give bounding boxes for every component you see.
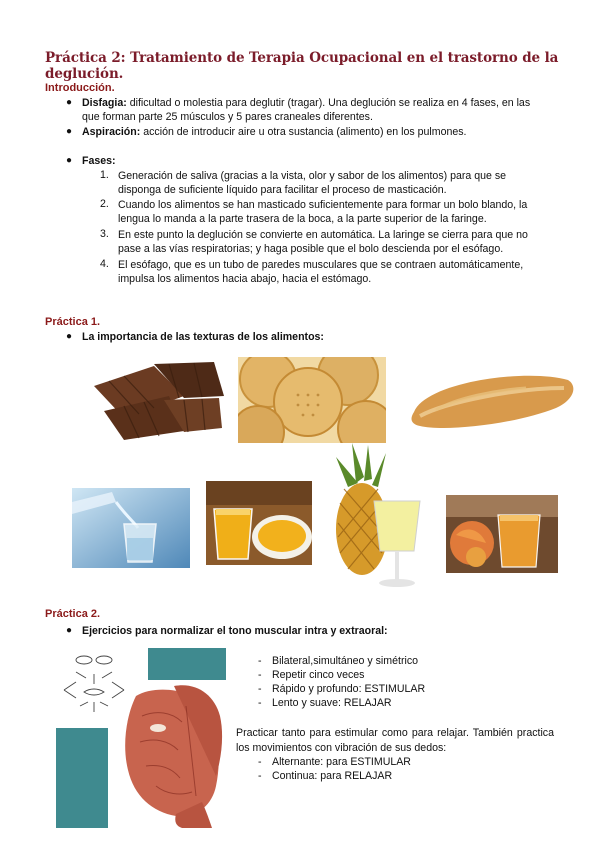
bread-image — [406, 362, 578, 434]
fase-number: 1. — [100, 169, 109, 181]
practica1-bullet: La importancia de las texturas de los alimentos: — [82, 331, 324, 343]
fase-text: El esófago, que es un tubo de paredes musculares que se contraen automáticamente, — [118, 259, 524, 271]
fase-text: pase a las vías respiratorias; y haga posible que el bolo descienda por el esófago. — [118, 243, 504, 255]
water-glass-image — [72, 488, 190, 568]
facial-muscles-image — [56, 646, 228, 828]
fase-text: Cuando los alimentos se han masticado suficientemente para formar un bolo blando, la — [118, 199, 528, 211]
disfagia-text: dificultad o molestia para deglutir (tragar). Una deglución se realiza en 4 fases, en las — [126, 97, 531, 109]
aspiracion-text: acción de introducir aire u otra sustancia (alimento) en los pulmones. — [140, 126, 467, 138]
practica1-heading: Práctica 1. — [45, 316, 101, 328]
document-page: Práctica 2: Tratamiento de Terapia Ocupacional en el trastorno de la deglución. Introducción. ● Disfagia: dificultad o molestia para deglutir (tragar). Una deglución se realiza en 4 fases, en las que forman parte 25 músculos y 5 pares craneales diferentes. ● Aspiración: acción de introducir aire u otra sustancia (alimento) en los pulmones. ● Fases: 1. Generación de saliva (gracias a la vista, olor y sabor de los alimentos) para que se disponga de suficiente líquido para facilitar el proceso de masticación. 2. Cuando los alimentos se han masticado suficientemente para formar un bolo blando, la lengua lo manda a la parte trasera de la boca, a la parte superior de la faringe. 3. En este punto la deglución se convierte en automática. La laringe se cierra para que no pase a las vías respiratorias; y haga posible que el bolo descienda por el esófago. 4. El esófago, que es un tubo de paredes musculares que se contraen automáticamente, impulsa los alimentos hacia abajo, hacia el estómago. Práctica 1. ● La importancia de las texturas de los alimentos: Práctica 2. ● Ejercicios para normalizar el tono muscular intra y extraoral: - Bilateral,simultáneo y simétrico - Repetir cinco veces - Rápido y profundo: ESTIMULAR - Lento y suave: RELAJAR Practicar tanto para estimular como para relajar. También practica los movimientos con vibración de sus dedos: - Alternante: para ESTIMULAR - Continua: para RELAJAR — [0, 0, 600, 848]
bullet-dot: ● — [66, 155, 73, 166]
fase-text: disponga de suficiente líquido para facilitar el proceso de masticación. — [118, 184, 447, 196]
page-title: Práctica 2: Tratamiento de Terapia Ocupacional en el trastorno de la deglución. — [45, 50, 559, 82]
practica2-heading: Práctica 2. — [45, 608, 101, 620]
practica2-paragraph: Practicar tanto para estimular como para relajar. También practica los movimientos con vibración de sus dedos: — [236, 727, 554, 754]
chocolate-image — [84, 356, 230, 444]
bullet-dot: ● — [66, 126, 73, 137]
bullet-dot: ● — [66, 625, 73, 636]
fase-text: impulsa los alimentos hacia abajo, hacia el estómago. — [118, 273, 372, 285]
bullet-dot: ● — [66, 97, 73, 108]
aspiracion-line — [82, 125, 562, 139]
fase-text: lengua lo manda a la parte trasera de la boca, a la parte superior de la faringe. — [118, 213, 487, 225]
fase-number: 3. — [100, 228, 109, 240]
peach-juice-image — [446, 495, 558, 573]
bullet-dot: ● — [66, 331, 73, 342]
fase-number: 4. — [100, 258, 109, 270]
biscuits-image — [238, 357, 386, 443]
fase-text: En este punto la deglución se convierte en automática. La laringe se cierra para que no — [118, 229, 528, 241]
disfagia-line-2: que forman parte 25 músculos y 5 pares craneales diferentes. — [82, 111, 373, 123]
fase-number: 2. — [100, 198, 109, 210]
juice-jelly-image — [206, 481, 312, 565]
fase-text: Generación de saliva (gracias a la vista, olor y sabor de los alimentos) para que se — [118, 170, 507, 182]
disfagia-line — [82, 96, 562, 110]
practica2-bullet: Ejercicios para normalizar el tono muscular intra y extraoral: — [82, 625, 388, 637]
fases-label: Fases: — [82, 155, 116, 167]
pineapple-juice-image — [334, 443, 430, 591]
intro-heading: Introducción. — [45, 82, 115, 94]
disfagia-label: Disfagia: — [82, 97, 127, 109]
aspiracion-label: Aspiración: — [82, 126, 141, 138]
